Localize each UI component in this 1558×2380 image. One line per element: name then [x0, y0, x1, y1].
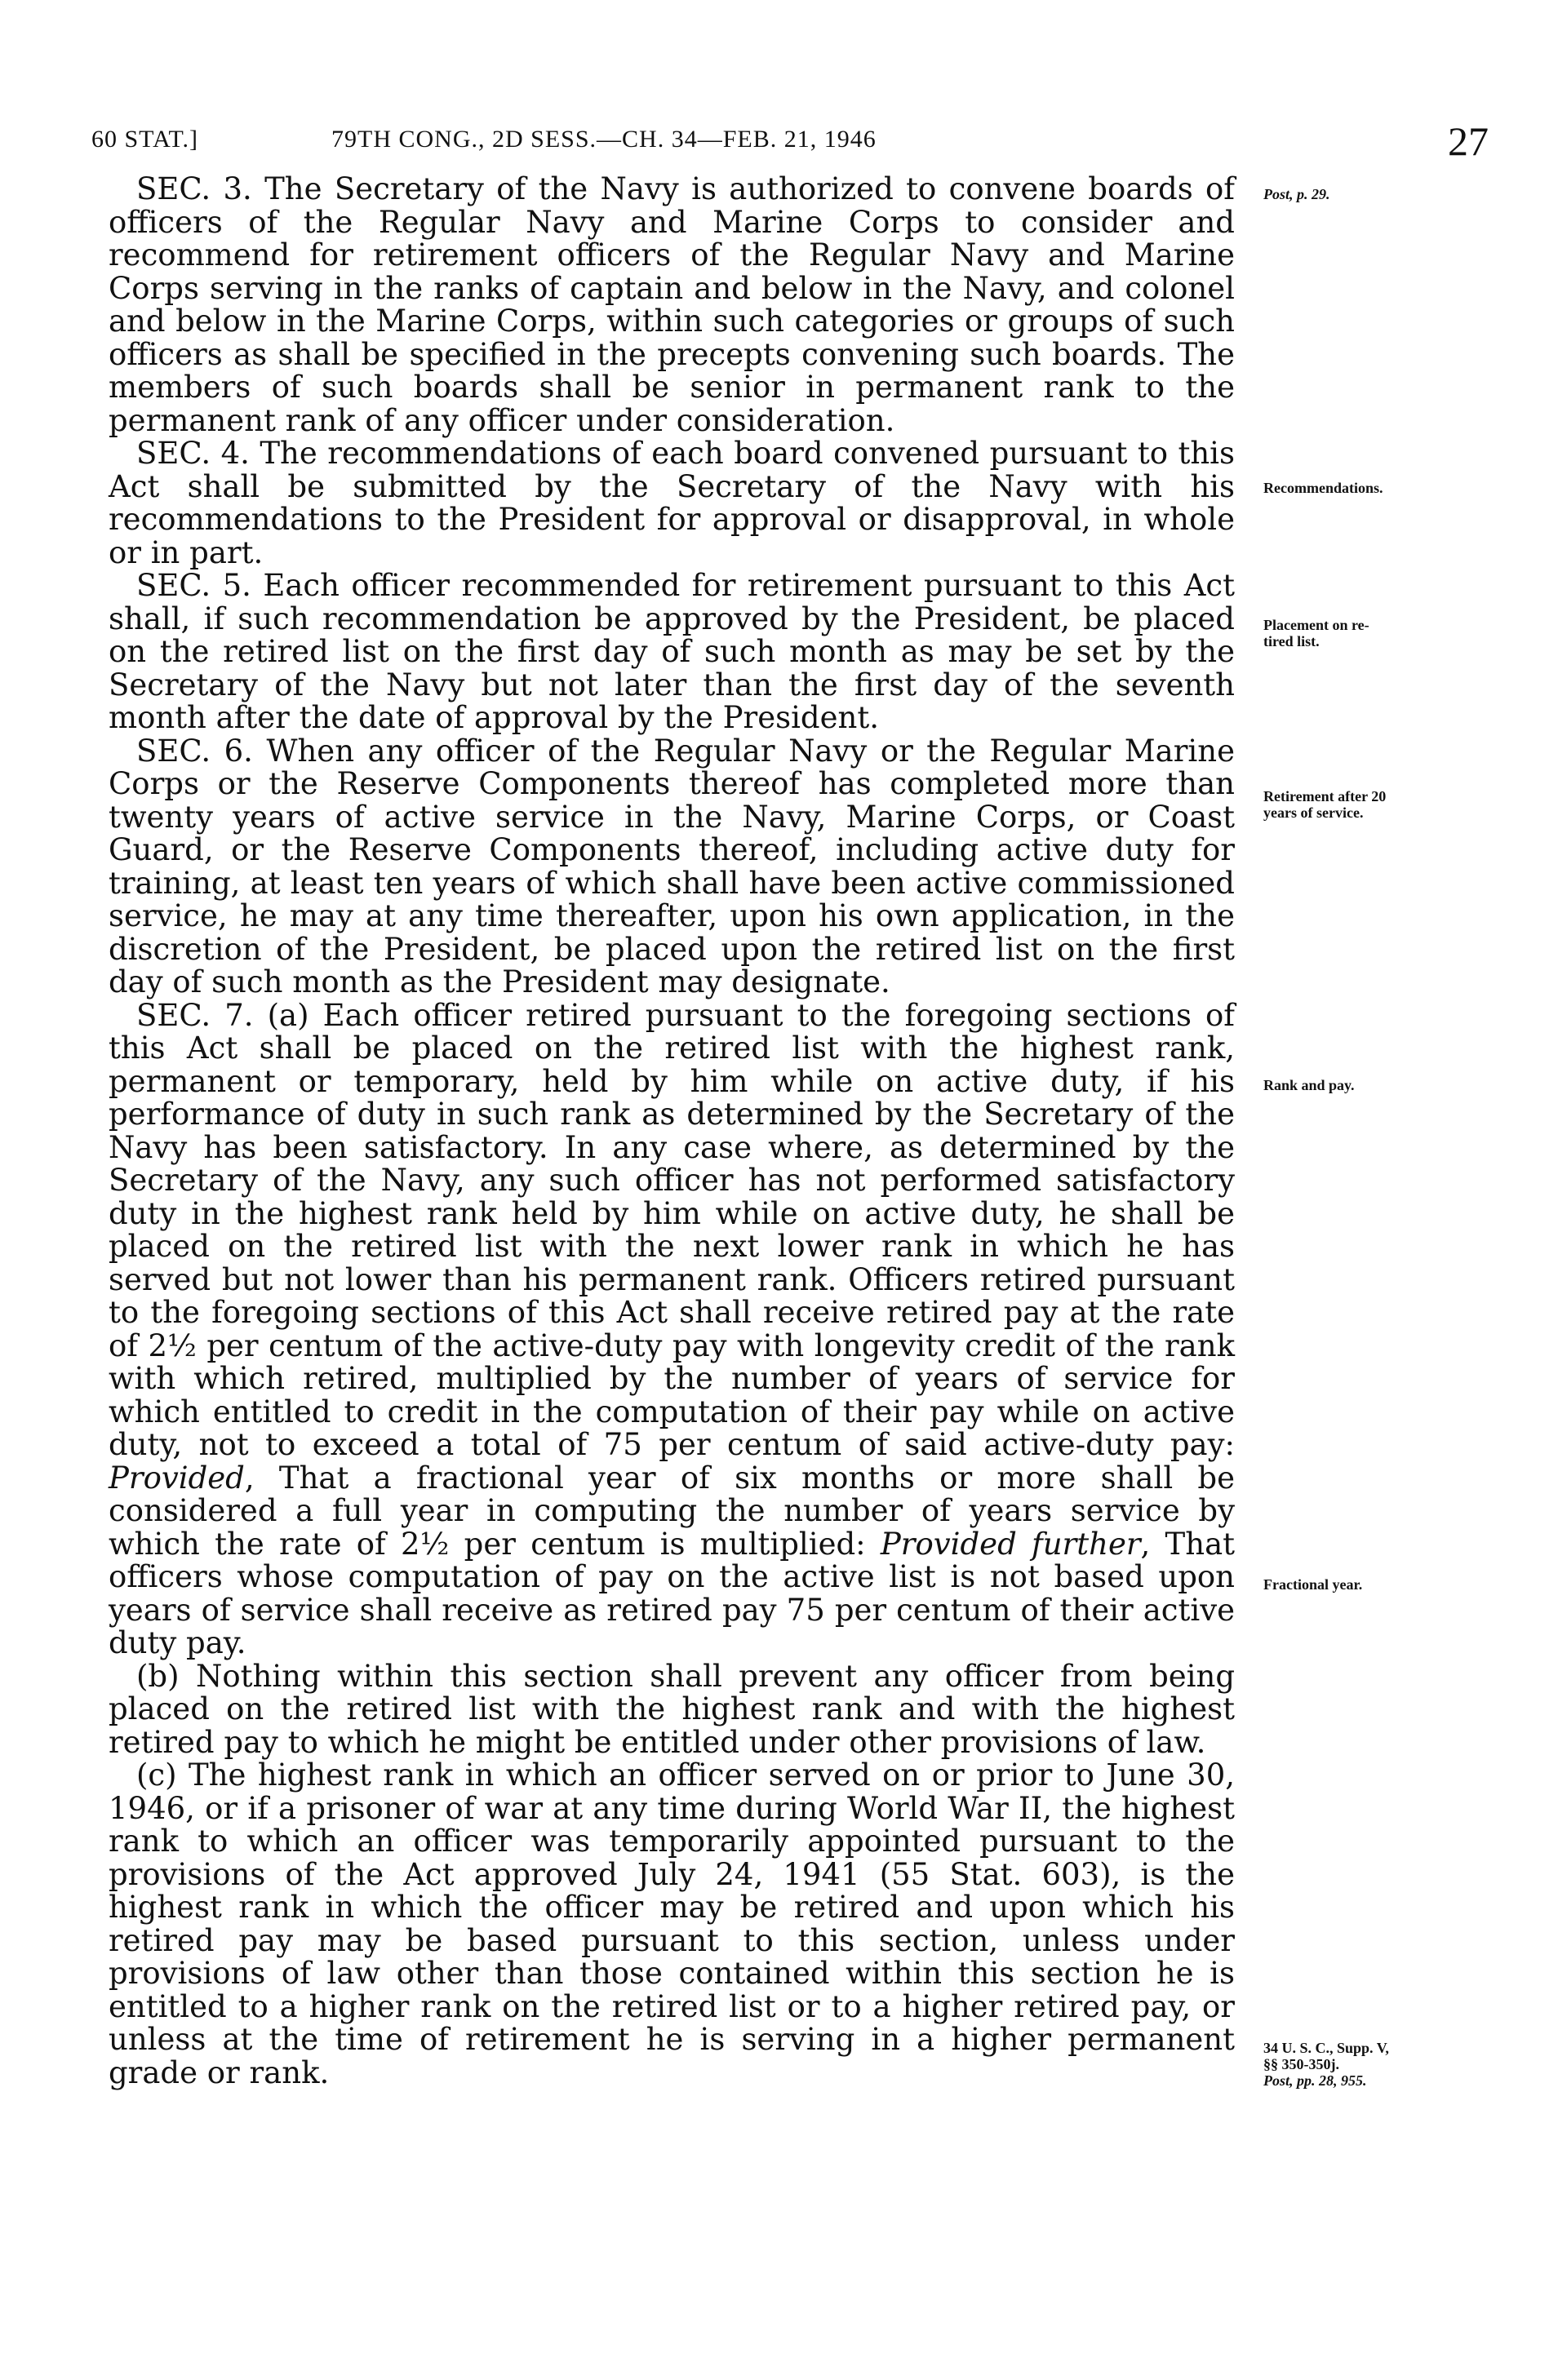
- header-statute-ref: 60 STAT.]: [91, 126, 199, 153]
- margin-note-usc-line-1: 34 U. S. C., Supp. V,: [1263, 2040, 1389, 2056]
- section-7a-text-3: , That officers whose computation of pay on the active list is not based upon years of service shall receive as retired pay 75 per centum of their active duty pay.: [109, 1526, 1235, 1660]
- header-session-info: 79TH CONG., 2D SESS.—CH. 34—FEB. 21, 1946: [331, 126, 877, 153]
- section-7c: (c) The highest rank in which an officer served on or prior to June 30, 1946, or if a prisoner of war at any time during World War II, the highest rank to which an officer was temporarily appointed pursuant to the provisions of the Act approved July 24, 1941 (55 Stat. 603), is the highest rank in which the officer may be retired and upon which his retired pay may be based pursuant to this section, unless under provisions of law other than those contained within this section he is entitled to a higher rank on the retired list or to a higher retired pay, or unless at the time of retirement he is serving in a higher permanent grade or rank.: [109, 1757, 1235, 2090]
- margin-note-placement-line-1: Placement on re-: [1263, 617, 1369, 633]
- margin-note-fractional-year: Fractional year.: [1263, 1576, 1363, 1593]
- margin-note-usc-citation: [1263, 2040, 1508, 2089]
- provided-proviso: Provided: [109, 1460, 245, 1496]
- section-7a: [109, 999, 1235, 1660]
- section-7a-text-1: SEC. 7. (a) Each officer retired pursuant to the foregoing sections of this Act shall be placed on the retired list with the highest rank, permanent or temporary, held by him while on active duty, if his performance of duty in such rank as determined by the Secretary of the Navy has been satisfactory. In any case where, as determined by the Secretary of the Navy, any such officer has not performed satisfactory duty in the highest rank held by him while on active duty, he shall be placed on the retired list with the next lower rank in which he has served but not lower than his permanent rank. Officers retired pursuant to the foregoing sections of this Act shall receive retired pay at the rate of 2½ per centum of the active-duty pay with longevity credit of the rank with which retired, multiplied by the number of years of service for which entitled to credit in the computation of their pay while on active duty, not to exceed a total of 75 per centum of said active-duty pay:: [109, 997, 1235, 1462]
- margin-note-placement: [1263, 617, 1508, 649]
- body-text: [109, 173, 1235, 2090]
- margin-note-usc-line-2: §§ 350-350j.: [1263, 2056, 1339, 2072]
- margin-note-placement-line-2: tired list.: [1263, 633, 1320, 649]
- provided-further-proviso: Provided further: [880, 1526, 1141, 1562]
- margin-note-rank-and-pay: Rank and pay.: [1263, 1077, 1355, 1093]
- margin-note-retirement-line-1: Retirement after 20: [1263, 788, 1387, 804]
- section-7b: (b) Nothing within this section shall prevent any officer from being placed on the retired list with the highest rank and with the highest retired pay to which he might be entitled under other provisions of law.: [109, 1658, 1235, 1760]
- margin-note-recommendations: Recommendations.: [1263, 480, 1383, 496]
- margin-note-usc-line-3: Post, pp. 28, 955.: [1263, 2072, 1367, 2089]
- margin-note-retirement-line-2: years of service.: [1263, 804, 1364, 821]
- section-3: SEC. 3. The Secretary of the Navy is authorized to convene boards of officers of the Regular Navy and Marine Corps to consider and recommend for retirement officers of the Regular Navy and Marine Corps serving in the ranks of captain and below in the Navy, and colonel and below in the Marine Corps, within such categories or groups of such officers as shall be specified in the precepts convening such boards. The members of such boards shall be senior in permanent rank to the permanent rank of any officer under consideration.: [109, 171, 1235, 438]
- page-header: [91, 118, 1489, 175]
- section-5: SEC. 5. Each officer recommended for retirement pursuant to this Act shall, if such recommendation be approved by the President, be placed on the retired list on the first day of such month as may be set by the Secretary of the Navy but not later than the first day of the seventh month after the date of approval by the President.: [109, 568, 1235, 735]
- section-4: SEC. 4. The recommendations of each board convened pursuant to this Act shall be submitted by the Secretary of the Navy with his recommendations to the President for approval or disapproval, in whole or in part.: [109, 436, 1235, 570]
- margin-note-retirement: [1263, 788, 1508, 821]
- section-7a-text-2: , That a fractional year of six months or more shall be considered a full year in computing the number of years service by which the rate of 2½ per centum is multiplied:: [109, 1460, 1235, 1562]
- page-number: 27: [1448, 118, 1489, 164]
- section-6: SEC. 6. When any officer of the Regular Navy or the Regular Marine Corps or the Reserve Components thereof has completed more than twenty years of active service in the Navy, Marine Corps, or Coast Guard, or the Reserve Components thereof, including active duty for training, at least ten years of which shall have been active commissioned service, he may at any time thereafter, upon his own application, in the discretion of the President, be placed upon the retired list on the first day of such month as the President may designate.: [109, 733, 1235, 999]
- margin-note-post-29-text: Post, p. 29.: [1263, 186, 1330, 202]
- margin-note-post-29: [1263, 186, 1508, 202]
